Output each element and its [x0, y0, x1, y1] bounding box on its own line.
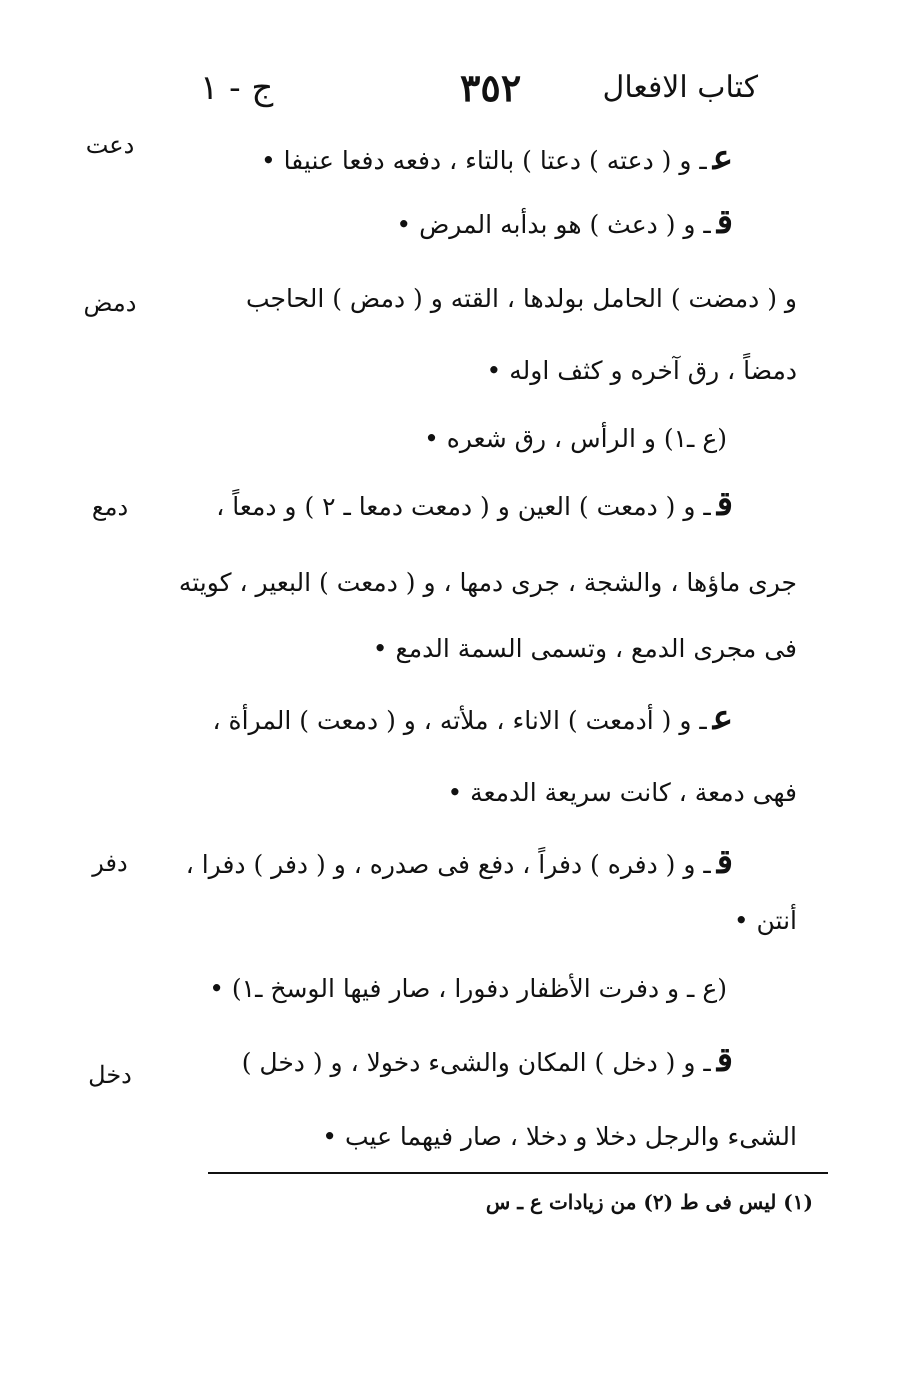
text-line: [123, 474, 733, 534]
footnote: (١) ليس فى ط (٢) من زيادات ع ـ س: [485, 1190, 813, 1214]
text-line: [123, 128, 733, 188]
line-text: دمضاً ، رق آخره و كثف اوله •: [486, 356, 797, 385]
source-marker: ق: [716, 202, 733, 242]
footnote-divider: [208, 1172, 828, 1174]
text-line: [123, 266, 803, 326]
text-line: [123, 888, 803, 948]
text-line: [123, 338, 803, 398]
line-text: ـ و ( دفره ) دفراً ، دفع فى صدره ، و ( دفر ) دفرا ،: [185, 850, 711, 879]
line-text: فى مجرى الدمع ، وتسمى السمة الدمع •: [372, 634, 797, 663]
margin-word-dakhal: دخل: [88, 1061, 132, 1089]
text-line: [123, 760, 803, 820]
line-text: ـ و ( دعث ) هو بدأبه المرض •: [396, 210, 711, 239]
line-text: و ( دمضت ) الحامل بولدها ، القته و ( دمض ) الحاجب: [245, 284, 797, 313]
text-line: [123, 616, 803, 676]
line-text: (ع ـ و دفرت الأظفار دفورا ، صار فيها الوسخ ـ١) •: [209, 974, 727, 1003]
margin-word-damad: دمض: [83, 289, 137, 317]
source-marker: ع: [712, 698, 733, 738]
text-line: [123, 1030, 733, 1090]
text-line: [123, 550, 803, 610]
text-line: [123, 832, 733, 892]
text-line: [123, 956, 733, 1016]
line-text: ـ و ( أدمعت ) الاناء ، ملأته ، و ( دمعت ) المرأة ،: [212, 706, 707, 735]
source-marker: ق: [716, 484, 733, 524]
text-line: [123, 406, 733, 466]
margin-word-dafar: دفر: [92, 849, 128, 877]
line-text: ـ و ( دمعت ) العين و ( دمعت دمعا ـ ٢ ) و دمعاً ،: [216, 492, 711, 521]
margin-word-damaa: دمع: [91, 493, 129, 521]
line-text: ـ و ( دخل ) المكان والشىء دخولا ، و ( دخل ): [241, 1048, 711, 1077]
text-line: [123, 192, 733, 252]
text-line: [123, 1104, 803, 1164]
margin-word-daat: دعت: [85, 131, 135, 159]
line-text: الشىء والرجل دخلا و دخلا ، صار فيهما عيب •: [322, 1122, 797, 1151]
book-title: كتاب الافعال: [602, 70, 758, 105]
volume-number: ج - ١: [200, 68, 274, 108]
source-marker: ع: [712, 138, 733, 178]
line-text: (ع ـ١) و الرأس ، رق شعره •: [424, 424, 727, 453]
text-line: [123, 688, 733, 748]
page-number: ٣٥٢: [460, 65, 522, 110]
line-text: ـ و ( دعته ) دعتا ) بالتاء ، دفعه دفعا عنيفا •: [260, 146, 707, 175]
line-text: أنتن •: [733, 906, 797, 935]
line-text: فهى دمعة ، كانت سريعة الدمعة •: [447, 778, 797, 807]
source-marker: ق: [716, 1040, 733, 1080]
source-marker: ق: [716, 842, 733, 882]
line-text: جرى ماؤها ، والشجة ، جرى دمها ، و ( دمعت ) البعير ، كويته: [178, 568, 797, 597]
